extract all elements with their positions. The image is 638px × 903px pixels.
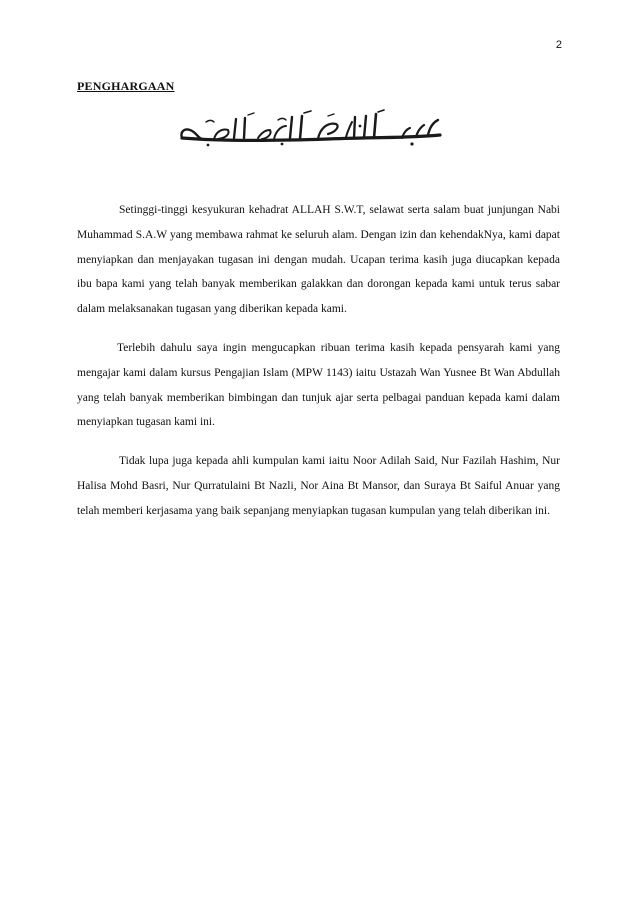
paragraph-gratitude: Setinggi-tinggi kesyukuran kehadrat ALLAH S.W.T, selawat serta salam buat junjungan Nabi Muhammad S.A.W yang membawa rahmat ke seluruh alam. Dengan izin dan kehendakNya, kami dapat menyiapkan dan menjayakan tugasan ini dengan mudah. Ucapan terima kasih juga diucapkan kepada ibu bapa kami yang telah banyak memberikan galakkan dan dorongan kepada kami untuk terus sabar dalam melaksanakan tugasan yang diberikan kepada kami. [77,204,560,316]
page-number: 2 [555,39,562,51]
acknowledgement-body [77,198,560,538]
page-title: PENGHARGAAN [77,79,175,93]
paragraph-group-members: Tidak lupa juga kepada ahli kumpulan kami iaitu Noor Adilah Said, Nur Fazilah Hashim, Nur Halisa Mohd Basri, Nur Qurratulaini Bt Nazli, Nor Aina Bt Mansor, dan Suraya Bt Saiful Anuar yang telah memberi kerjasama yang baik sepanjang menyiapkan tugasan kumpulan yang telah diberikan ini. [77,455,560,517]
basmalah-calligraphy-logo [178,108,444,150]
paragraph-lecturer-thanks: Terlebih dahulu saya ingin mengucapkan ribuan terima kasih kepada pensyarah kami yang mengajar kami dalam kursus Pengajian Islam (MPW 1143) iaitu Ustazah Wan Yusnee Bt Wan Abdullah yang telah banyak memberikan bimbingan dan tunjuk ajar serta pelbagai panduan kepada kami dalam menyiapkan tugasan kami ini. [77,341,560,429]
